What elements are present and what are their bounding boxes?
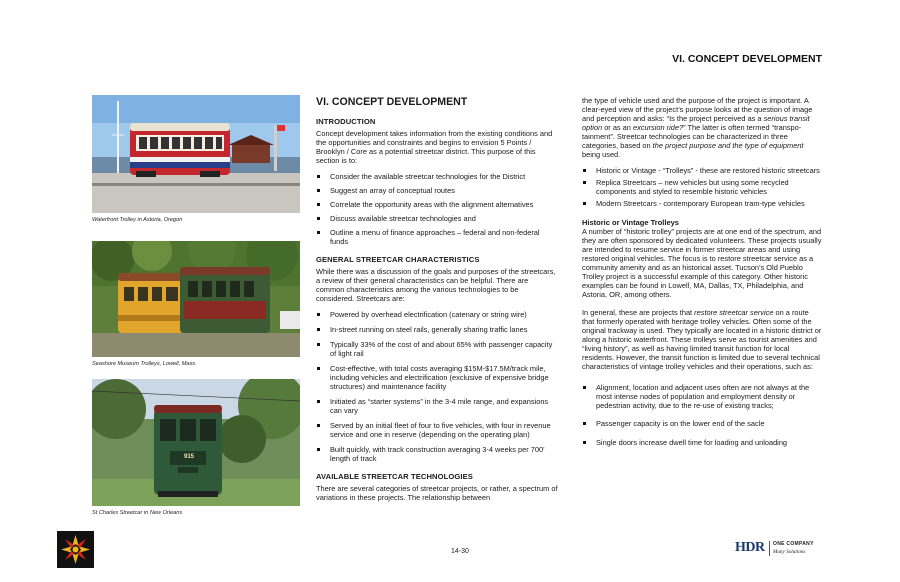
waterfront-trolley-image (92, 95, 300, 213)
company-tagline-line2: Many Solutions (773, 549, 806, 555)
list-item: Single doors increase dwell time for loading and unloading (582, 438, 822, 447)
vehicle-purpose-paragraph: the type of vehicle used and the purpose of the project is important. A clear-eyed view of the project’s purpose looks at the question of image and perception and asks: “Is the project perceived as a serious transit option or as an excursion ride?” The latter is often termed “transpo-tainment”. Streetcar technologies can be characterized in three categories, based on the project purpose and the type of equipment being used. (582, 96, 813, 159)
restore-service-paragraph: In general, these are projects that restore streetcar service on a route that formerly operated with heritage trolley vehicles. Often some of the original trackway is used. They typically are located in a historic district or along a historic waterfront. These trolleys serve as tourist amenities and “living history”, as well as having limited transit function for local residents. However, the transit function is limited due to several technical characteristics of vintage trolley vehicles and their operations, such as: (582, 308, 822, 371)
available-technologies-paragraph: There are several categories of streetcar projects, or rather, a spectrum of variations in these projects. The relationship between (316, 484, 558, 502)
characteristics-list (316, 310, 558, 463)
available-technologies-heading: AVAILABLE STREETCAR TECHNOLOGIES (316, 472, 473, 481)
vintage-trolleys-paragraph: A number of “historic trolley” projects are at one end of the spectrum, and they are often sponsored by dedicated volunteers. These projects usually are intended to resume service in former streetcar areas and using restored original vehicles. The focus is to restore streetcar service as a community amenity and as an historical asset. Tucson’s Old Pueblo Trolley project is a successful example of this category. Other historic examples can be found in Lowell, MA, Dallas, TX, Philadelphia, and Astoria, OR, among others. (582, 227, 822, 299)
introduction-heading: INTRODUCTION (316, 117, 376, 126)
technology-categories-list (582, 166, 822, 208)
photo-caption: St Charles Streetcar in New Orleans (92, 510, 183, 516)
vintage-trolleys-heading: Historic or Vintage Trolleys (582, 218, 679, 227)
photo-waterfront-trolley (92, 95, 300, 213)
general-characteristics-heading: GENERAL STREETCAR CHARACTERISTICS (316, 255, 480, 264)
list-item: In-street running on steel rails, generally sharing traffic lanes (316, 325, 558, 334)
general-characteristics-paragraph: While there was a discussion of the goals and purposes of the streetcars, a review of their general characteristics can be helpful. There are common characteristics among the various technologies to be considered. Streetcars are: (316, 267, 556, 303)
photo-caption: Waterfront Trolley in Astoria, Oregon (92, 217, 183, 223)
list-item: Discuss available streetcar technologies and (316, 214, 558, 223)
purpose-list (316, 172, 558, 246)
photo-seashore-trolleys (92, 241, 300, 357)
list-item: Consider the available streetcar technologies for the District (316, 172, 558, 181)
hdr-wordmark: HDR (735, 540, 765, 555)
text-column-right (582, 96, 822, 456)
list-item: Historic or Vintage - “Trolleys” - these are restored historic streetcars (582, 166, 822, 175)
list-item: Initiated as “starter systems” in the 3-4 mile range, and expansions can vary (316, 397, 558, 415)
list-item: Suggest an array of conceptual routes (316, 186, 558, 195)
logo-divider (769, 541, 770, 556)
vintage-limitations-list (582, 383, 822, 447)
list-item: Alignment, location and adjacent uses often are not always at the most intense nodes of population and employment density or pedestrian activity, due to the re-use of existing tracks; (582, 383, 822, 410)
photo-st-charles-streetcar (92, 379, 300, 506)
list-item: Replica Streetcars – new vehicles but using some recycled components and styled to resemble historic vehicles (582, 178, 822, 196)
page-number: 14-30 (451, 548, 469, 555)
seashore-trolleys-image (92, 241, 300, 357)
hdr-company-logo (735, 540, 825, 558)
photo-caption: Seashore Museum Trolleys, Lowell, Mass. (92, 361, 197, 367)
rtd-logo-icon (57, 531, 94, 568)
list-item: Typically 33% of the cost of and about 65% with passenger capacity of light rail (316, 340, 558, 358)
page-header-title: VI. CONCEPT DEVELOPMENT (672, 53, 822, 65)
list-item: Powered by overhead electrification (catenary or string wire) (316, 310, 558, 319)
list-item: Served by an initial fleet of four to five vehicles, with four in revenue service and one in reserve (depending on the operating plan) (316, 421, 558, 439)
list-item: Correlate the opportunity areas with the alignment alternatives (316, 200, 558, 209)
list-item: Cost-effective, with total costs averaging $15M-$17.5M/track mile, including vehicles and electrification (exclusive of expensive bridge structures) and maintenance facility (316, 364, 558, 391)
company-tagline-line1: ONE COMPANY (773, 541, 814, 547)
text-column-left (316, 96, 558, 509)
st-charles-streetcar-image (92, 379, 300, 506)
list-item: Outline a menu of finance approaches – federal and non-federal funds (316, 228, 558, 246)
introduction-paragraph: Concept development takes information from the existing conditions and the opportunities and constraints and begins to envision 5 Points / Brooklyn / Core as a potential streetcar district. This purpose of this section is to: (316, 129, 553, 165)
streetcar-number-plate: 915 (183, 454, 194, 460)
list-item: Built quickly, with track construction averaging 3-4 weeks per 700’ length of track (316, 445, 558, 463)
list-item: Passenger capacity is on the lower end of the sacle (582, 419, 822, 428)
list-item: Modern Streetcars - contemporary European tram-type vehicles (582, 199, 822, 208)
section-heading: VI. CONCEPT DEVELOPMENT (316, 96, 468, 108)
